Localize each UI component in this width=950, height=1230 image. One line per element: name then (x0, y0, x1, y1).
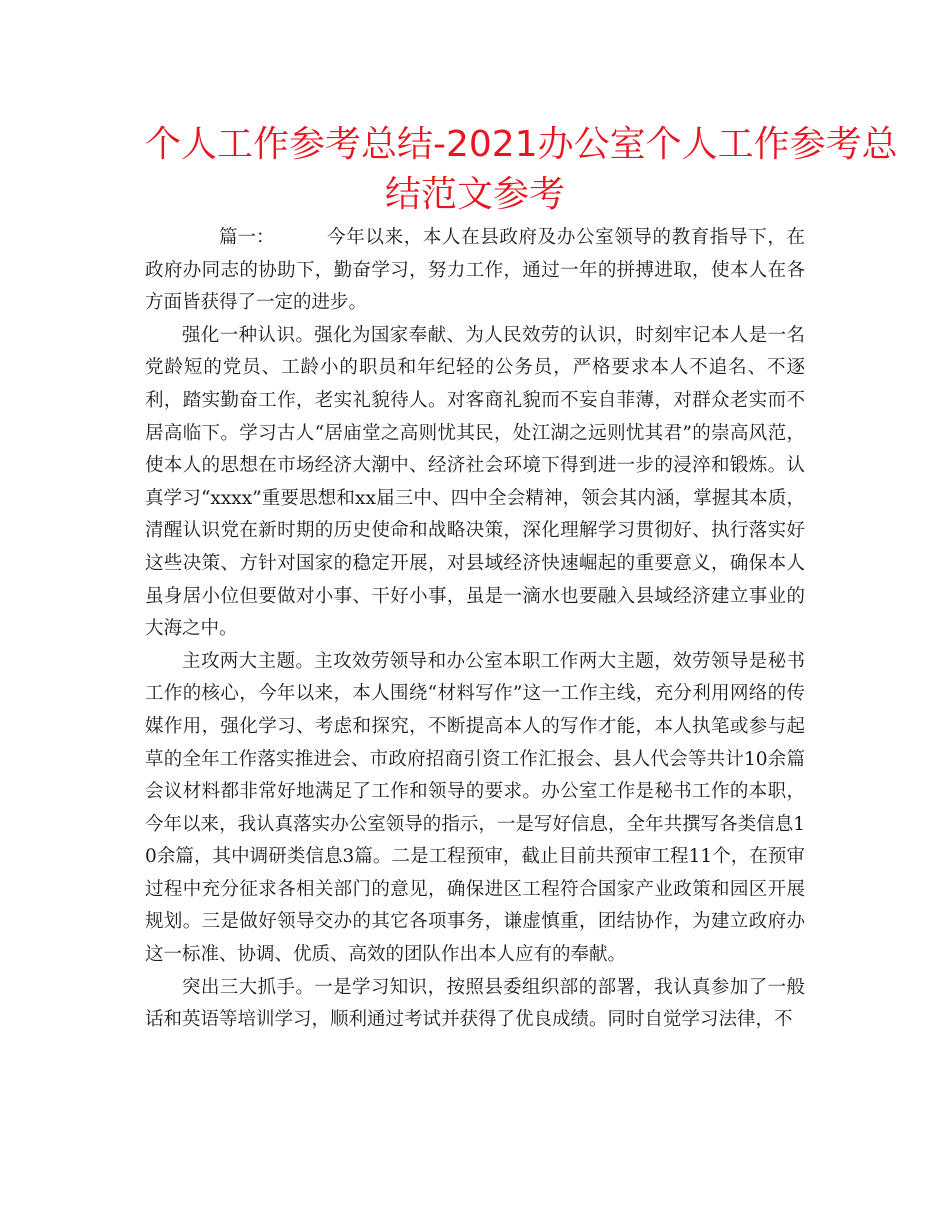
title-line-2: 结范文参考 (384, 174, 565, 215)
paragraph-recognition (145, 320, 805, 646)
paragraph-text: 主攻两大主题。主攻效劳领导和办公室本职工作两大主题，效劳领导是秘书工作的核心，今年以来，本人围绕“材料写作”这一工作主线，充分利用网络的传媒作用，强化学习、考虑和探究，不断提高本人的写作才能，本人执笔或参与起草的全年工作落实推进会、市政府招商引资工作汇报会、县人代会等共计10余篇会议材料都非常好地满足了工作和领导的要求。办公室工作是秘书工作的本职，今年以来，我认真落实办公室领导的指示，一是写好信息，全年共撰写各类信息10余篇，其中调研类信息3篇。二是工程预审，截止目前共预审工程11个，在预审过程中充分征求各相关部门的意见，确保进区工程符合国家产业政策和园区开展规划。三是做好领导交办的其它各项事务，谦虚慎重，团结协作，为建立政府办这一标准、协调、优质、高效的团队作出本人应有的奉献。 (145, 650, 805, 966)
title-line-1: 个人工作参考总结-2021办公室个人工作参考总 (145, 124, 898, 165)
section-label: 篇一： (219, 227, 275, 248)
paragraph-text: 今年以来，本人在县政府及办公室领导的教育指导下，在政府办同志的协助下，勤奋学习，努力工作，通过一年的拼搏进取，使本人在各方面皆获得了一定的进步。 (145, 227, 805, 314)
paragraph-main-themes (145, 646, 805, 972)
paragraph-text: 突出三大抓手。一是学习知识，按照县委组织部的部署，我认真参加了一般话和英语等培训学习，顺利通过考试并获得了优良成绩。同时自觉学习法律，不 (145, 976, 805, 1031)
document-title (145, 120, 898, 220)
paragraph-text: 强化一种认识。强化为国家奉献、为人民效劳的认识，时刻牢记本人是一名党龄短的党员、工龄小的职员和年纪轻的公务员，严格要求本人不追名、不逐利，踏实勤奋工作，老实礼貌待人。对客商礼貌而不妄自菲薄，对群众老实而不居高临下。学习古人“居庙堂之高则忧其民，处江湖之远则忧其君”的崇高风范，使本人的思想在市场经济大潮中、经济社会环境下得到进一步的浸淬和锻炼。认真学习“xxxx”重要思想和xx届三中、四中全会精神，领会其内涵，掌握其本质，清醒认识党在新时期的历史使命和战略决策，深化理解学习贯彻好、执行落实好这些决策、方针对国家的稳定开展，对县域经济快速崛起的重要意义，确保本人虽身居小位但要做对小事、干好小事，虽是一滴水也要融入县域经济建立事业的大海之中。 (145, 324, 805, 640)
paragraph-three-focuses (145, 972, 805, 1037)
paragraph-intro (145, 222, 805, 320)
document-page (145, 120, 898, 1037)
